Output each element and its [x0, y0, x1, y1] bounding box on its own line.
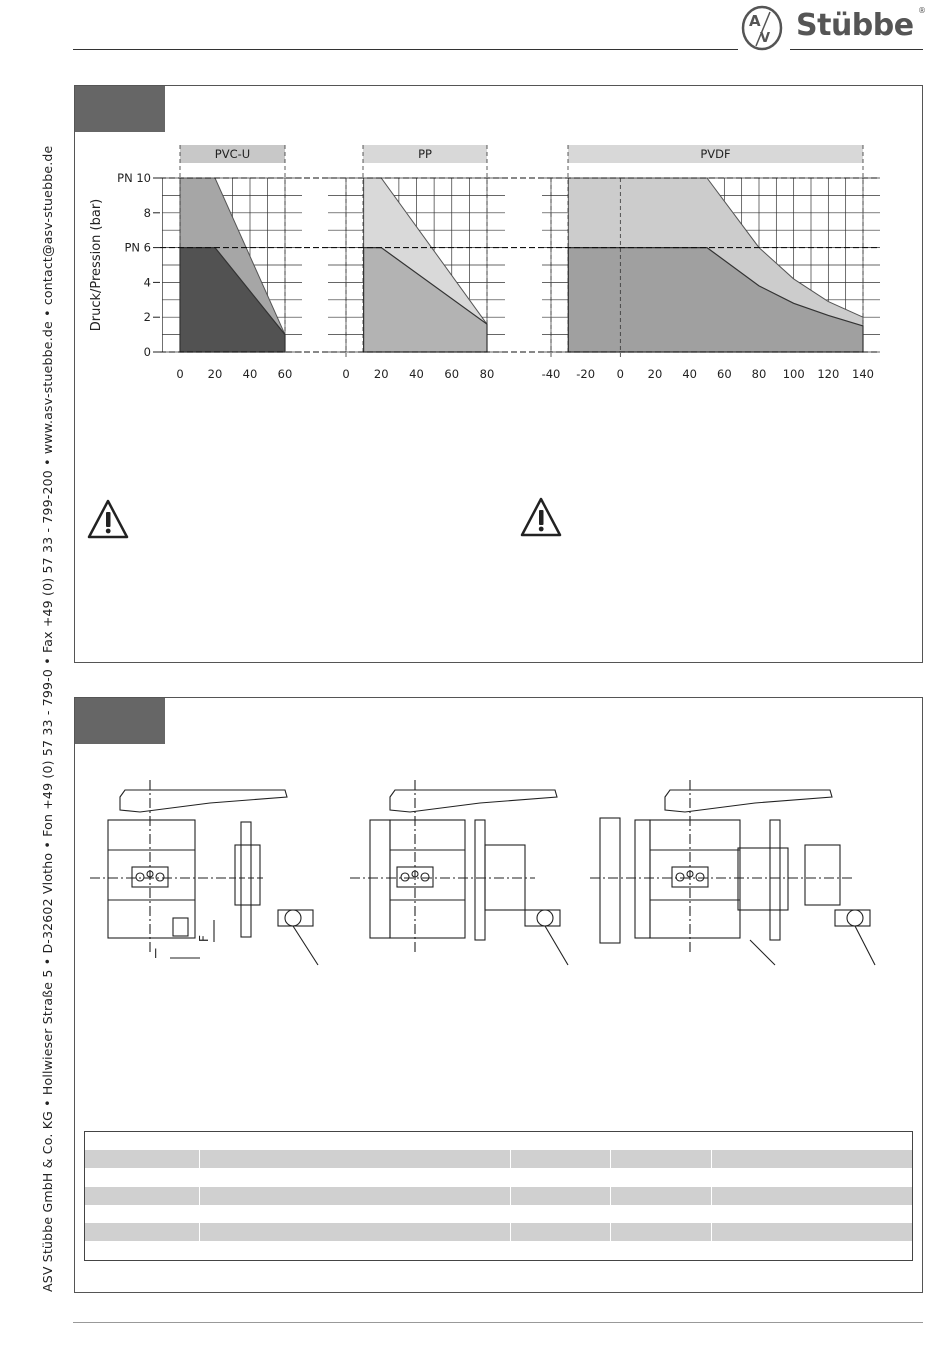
y-tick-label: PN 6	[124, 240, 151, 255]
x-tick-label: 20	[207, 367, 223, 381]
x-tick-label: 80	[751, 367, 767, 381]
dimension-label-f: F	[197, 935, 211, 942]
x-tick-label: -20	[576, 367, 596, 381]
series-header-label: PVC-U	[214, 147, 251, 161]
x-tick-label: 120	[817, 367, 840, 381]
logo-mark-v: V	[760, 31, 771, 46]
valve-drawings	[80, 770, 920, 980]
contact-line: ASV Stübbe GmbH & Co. KG • Hollwieser Straße 5 • D-32602 Vlotho • Fon +49 (0) 57 33 - 799-0 • Fax +49 (0) 57 33 - 799-200 • www.asv-stuebbe.de • contact@asv-stuebbe.de	[40, 145, 55, 1292]
x-tick-label: 20	[647, 367, 663, 381]
x-tick-label: -40	[541, 367, 561, 381]
x-tick-label: 60	[717, 367, 732, 381]
footer-rule	[73, 1322, 923, 1323]
table-column-divider	[510, 1132, 511, 1259]
x-tick-label: 80	[479, 367, 495, 381]
table-row	[85, 1150, 912, 1168]
table-row	[85, 1187, 912, 1205]
y-tick-label: PN 10	[117, 171, 151, 185]
brand-name: Stübbe	[796, 8, 914, 43]
x-tick-label: 60	[444, 367, 460, 381]
y-tick-label: 4	[143, 275, 151, 290]
x-tick-label: 20	[373, 367, 389, 381]
y-tick-label: 0	[143, 345, 151, 359]
table-column-divider	[199, 1132, 200, 1259]
valve-drawing-flange	[350, 780, 568, 965]
series-header-label: PVDF	[700, 147, 731, 161]
y-tick-label: 8	[143, 205, 151, 220]
table-column-divider	[610, 1132, 611, 1259]
x-tick-label: 40	[242, 367, 258, 381]
y-axis-label: Druck/Pression (bar)	[89, 198, 104, 332]
x-tick-label: 60	[277, 367, 293, 381]
series-header-label: PP	[418, 147, 432, 161]
valve-drawing-union	[590, 780, 875, 965]
x-tick-label: 40	[682, 367, 697, 381]
panel-tab	[75, 698, 165, 744]
x-tick-label: 0	[616, 367, 624, 381]
x-tick-label: 40	[409, 367, 424, 381]
dimension-label-l: l	[154, 947, 158, 961]
warning-triangle-icon	[520, 496, 562, 538]
x-tick-label: 140	[852, 367, 874, 381]
x-tick-label: 100	[782, 367, 805, 381]
y-tick-label: 2	[143, 310, 151, 325]
brand-registered: ®	[918, 6, 926, 15]
warning-triangle-icon	[87, 498, 129, 540]
x-tick-label: 0	[342, 367, 350, 381]
table-column-divider	[711, 1132, 712, 1259]
logo-mark-a: A	[749, 12, 761, 30]
x-tick-label: 0	[176, 367, 184, 381]
dimension-table	[84, 1131, 913, 1261]
table-row	[85, 1223, 912, 1241]
pressure-temperature-chart	[0, 0, 950, 400]
